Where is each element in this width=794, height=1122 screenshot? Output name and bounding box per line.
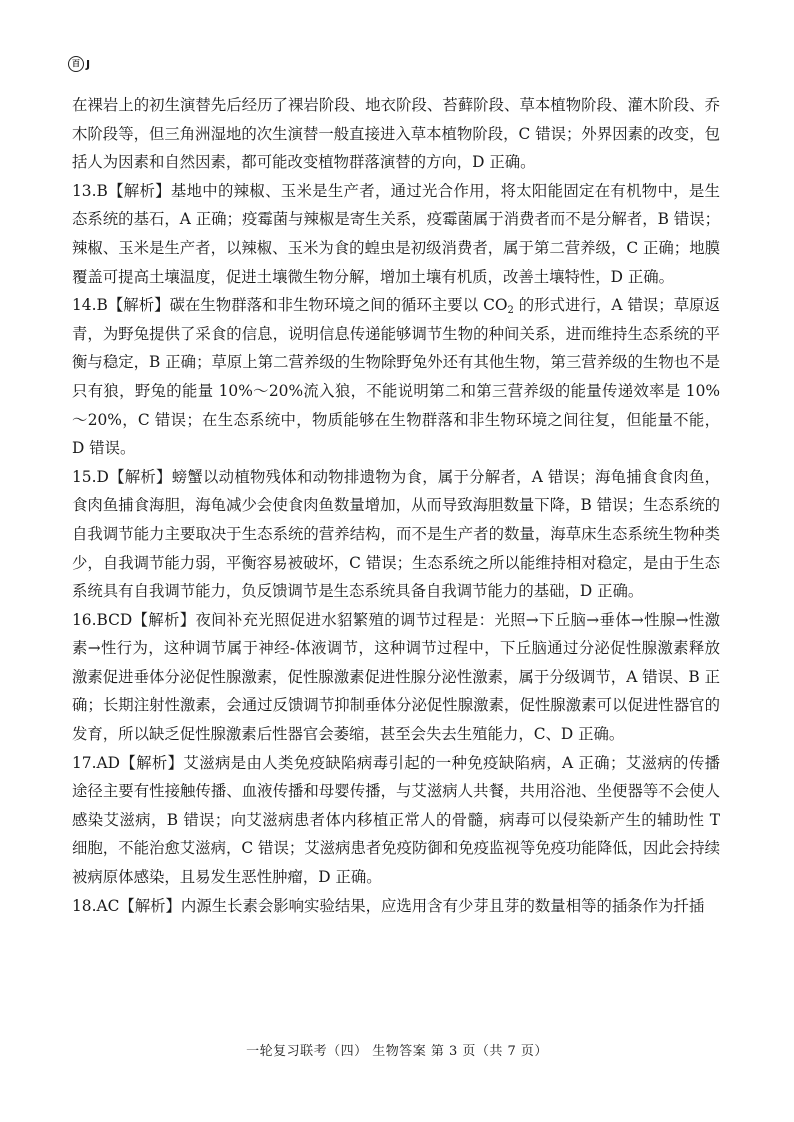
answer-content (72, 91, 720, 920)
paragraph-14-part-a: 14.B【解析】碳在生物群落和非生物环境之间的循环主要以 CO (72, 296, 508, 315)
logo-suffix: J (86, 57, 91, 71)
co2-subscript: 2 (507, 305, 514, 317)
logo-mark: 百 (68, 56, 84, 72)
paragraph-14-part-b: 的形式进行，A 错误；草原返青，为野兔提供了采食的信息，说明信息传递能够调节生物的种间关系，进而维持生态系统的平衡与稳定，B 正确；草原上第二营养级的生物除野兔外还有其他生物，第三营养级的生物也不是只有狼，野兔的能量 10%～20%流入狼，不能说明第二和第三营养级的能量传递效率是 10%～20%，C 错误；在生态系统中，物质能够在生物群落和非生物环境之间往复，但能量不能，D 错误。 (72, 296, 720, 458)
paragraph-17: 17.AD【解析】艾滋病是由人类免疫缺陷病毒引起的一种免疫缺陷病，A 正确；艾滋病的传播途径主要有性接触传播、血液传播和母婴传播，与艾滋病人共餐，共用浴池、坐便器等不会使人感染艾滋病，B 错误；向艾滋病患者体内移植正常人的骨髓，病毒可以侵染新产生的辅助性 T 细胞，不能治愈艾滋病，C 错误；艾滋病患者免疫防御和免疫监视等免疫功能降低，因此会持续被病原体感染，且易发生恶性肿瘤，D 正确。 (72, 753, 720, 887)
publisher-logo (68, 56, 90, 72)
paragraph-12-continued: 在裸岩上的初生演替先后经历了裸岩阶段、地衣阶段、苔藓阶段、草本植物阶段、灌木阶段、乔木阶段等，但三角洲湿地的次生演替一般直接进入草本植物阶段，C 错误；外界因素的改变，包括人为因素和自然因素，都可能改变植物群落演替的方向，D 正确。 (72, 96, 720, 172)
paragraph-14 (72, 291, 720, 463)
page-footer: 一轮复习联考（四） 生物答案 第 3 页（共 7 页） (246, 1044, 548, 1059)
paragraph-16: 16.BCD【解析】夜间补充光照促进水貂繁殖的调节过程是：光照→下丘脑→垂体→性腺→性激素→性行为，这种调节属于神经-体液调节，这种调节过程中，下丘脑通过分泌促性腺激素释放激素促进垂体分泌促性腺激素，促性腺激素促进性腺分泌性激素，属于分级调节，A 错误、B 正确；长期注射性激素，会通过反馈调节抑制垂体分泌促性腺激素，促性腺激素可以促进性器官的发育，所以缺乏促性腺激素后性器官会萎缩，甚至会失去生殖能力，C、D 正确。 (72, 610, 720, 744)
paragraph-13: 13.B【解析】基地中的辣椒、玉米是生产者，通过光合作用，将太阳能固定在有机物中，是生态系统的基石，A 正确；疫霉菌与辣椒是寄生关系，疫霉菌属于消费者而不是分解者，B 错误；辣椒、玉米是生产者，以辣椒、玉米为食的蝗虫是初级消费者，属于第二营养级，C 正确；地膜覆盖可提高土壤温度，促进土壤微生物分解，增加土壤有机质，改善土壤特性，D 正确。 (72, 181, 720, 286)
paragraph-18: 18.AC【解析】内源生长素会影响实验结果，应选用含有少芽且芽的数量相等的插条作为扦插 (72, 896, 705, 915)
paragraph-15: 15.D【解析】螃蟹以动植物残体和动物排遗物为食，属于分解者，A 错误；海龟捕食食肉鱼，食肉鱼捕食海胆，海龟减少会使食肉鱼数量增加，从而导致海胆数量下降，B 错误；生态系统的自我调节能力主要取决于生态系统的营养结构，而不是生产者的数量，海草床生态系统生物种类少，自我调节能力弱，平衡容易被破坏，C 错误；生态系统之所以能维持相对稳定，是由于生态系统具有自我调节能力，负反馈调节是生态系统具备自我调节能力的基础，D 正确。 (72, 467, 720, 601)
